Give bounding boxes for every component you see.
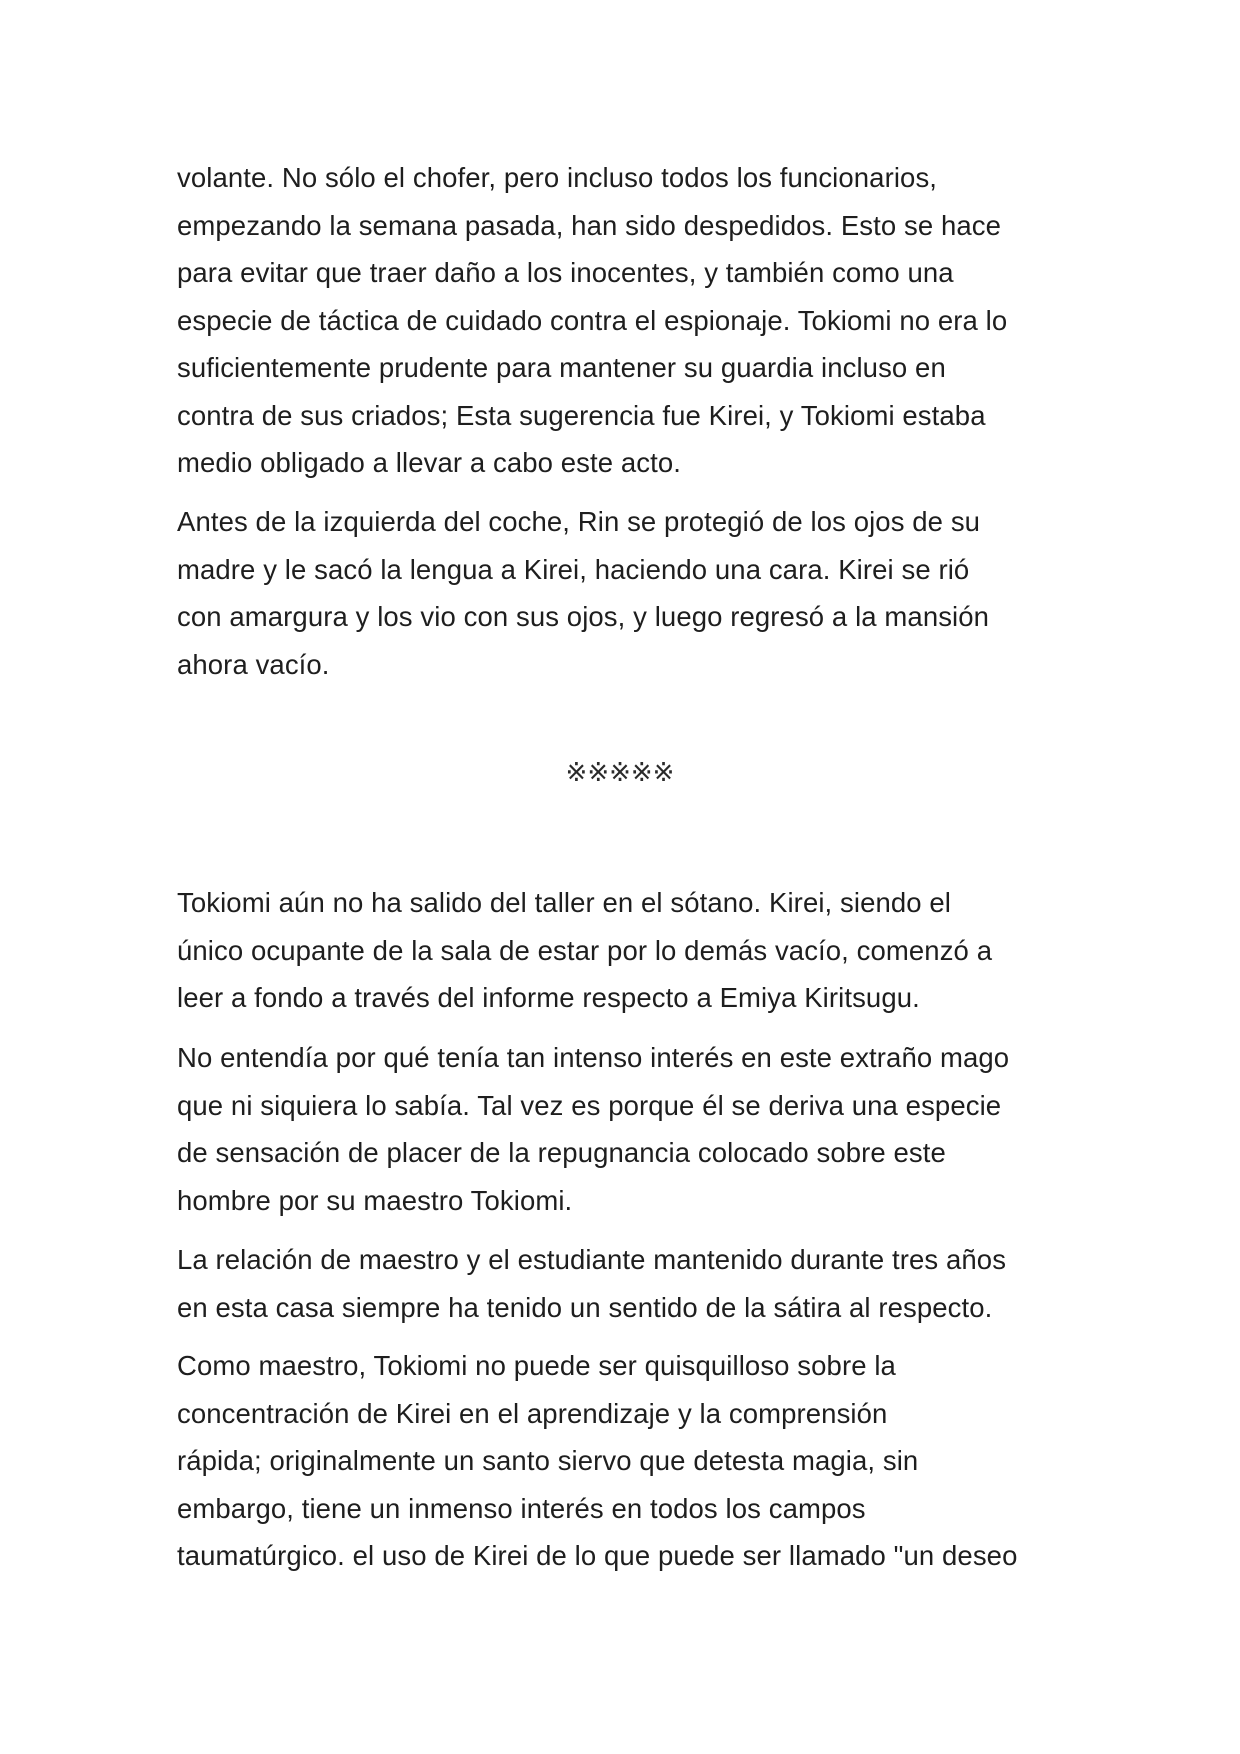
paragraph: [177, 1342, 1017, 1580]
text-line: Como maestro, Tokiomi no puede ser quisquilloso sobre la: [177, 1350, 896, 1381]
text-line: especie de táctica de cuidado contra el espionaje. Tokiomi no era lo: [177, 304, 1008, 336]
text-line: rápida; originalmente un santo siervo que detesta magia, sin: [177, 1445, 919, 1476]
paragraph: [177, 498, 989, 688]
text-line: volante. No sólo el chofer, pero incluso todos los funcionarios,: [177, 162, 938, 193]
text-line: embargo, tiene un inmenso interés en todos los campos: [177, 1492, 866, 1524]
text-line: Tokiomi aún no ha salido del taller en el sótano. Kirei, siendo el: [177, 887, 952, 918]
text-line: de sensación de placer de la repugnancia colocado sobre este: [177, 1137, 946, 1168]
text-line: que ni siquiera lo sabía. Tal vez es porque él se deriva una especie: [177, 1089, 1002, 1121]
paragraph: [177, 879, 992, 1022]
text-line: con amargura y los vio con sus ojos, y luego regresó a la mansión: [177, 601, 990, 632]
text-line: suficientemente prudente para mantener su guardia incluso en: [177, 352, 946, 383]
separator-glyphs: ※※※※※: [565, 758, 675, 788]
text-line: taumatúrgico. el uso de Kirei de lo que puede ser llamado "un deseo: [177, 1540, 1018, 1571]
text-line: madre y le sacó la lengua a Kirei, haciendo una cara. Kirei se rió: [177, 553, 970, 585]
text-line: concentración de Kirei en el aprendizaje y la comprensión: [177, 1397, 888, 1429]
paragraph: [177, 1034, 1009, 1224]
paragraph: [177, 1236, 1006, 1331]
text-line: ahora vacío.: [177, 648, 330, 680]
text-line: contra de sus criados; Esta sugerencia fue Kirei, y Tokiomi estaba: [177, 399, 986, 431]
text-line: para evitar que traer daño a los inocentes, y también como una: [177, 257, 954, 288]
text-line: empezando la semana pasada, han sido despedidos. Esto se hace: [177, 209, 1002, 241]
text-line: en esta casa siempre ha tenido un sentido de la sátira al respecto.: [177, 1291, 993, 1323]
text-line: La relación de maestro y el estudiante mantenido durante tres años: [177, 1244, 1007, 1275]
text-line: leer a fondo a través del informe respecto a Emiya Kiritsugu.: [177, 982, 920, 1013]
text-line: Antes de la izquierda del coche, Rin se protegió de los ojos de su: [177, 506, 981, 537]
text-line: No entendía por qué tenía tan intenso interés en este extraño mago: [177, 1042, 1010, 1073]
text-line: único ocupante de la sala de estar por lo demás vacío, comenzó a: [177, 934, 993, 966]
text-line: hombre por su maestro Tokiomi.: [177, 1184, 573, 1216]
scene-separator: [0, 758, 1240, 788]
paragraph: [177, 154, 1007, 487]
text-line: medio obligado a llevar a cabo este acto.: [177, 447, 682, 478]
